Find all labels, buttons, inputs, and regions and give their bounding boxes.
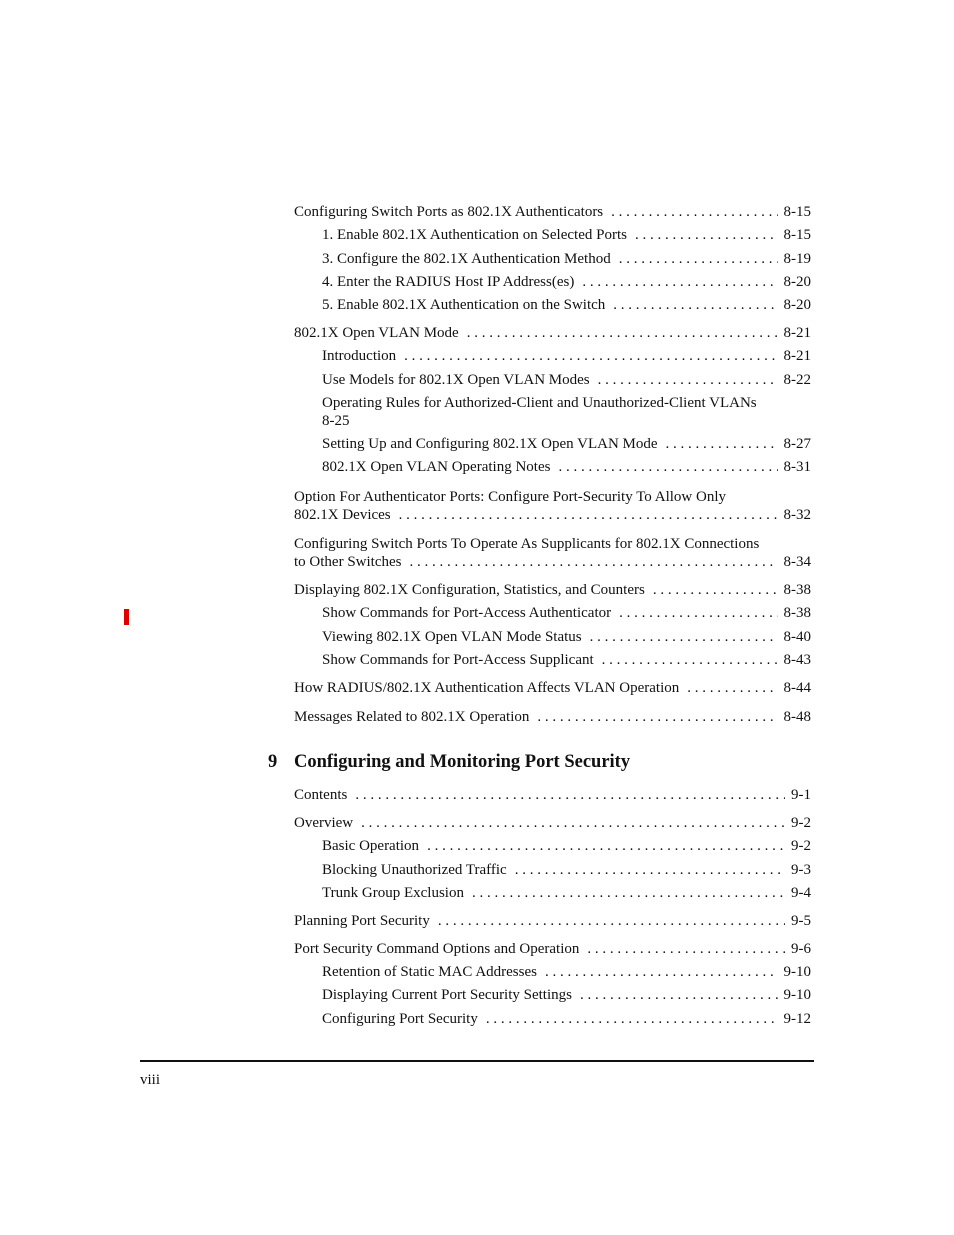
toc-leader-dots [545, 963, 778, 981]
toc-entry-page: 8-31 [783, 458, 811, 475]
toc-leader-dots [558, 458, 777, 476]
toc-entry-page: 8-34 [783, 554, 811, 570]
toc-chapter-8-open-vlan [294, 324, 811, 476]
toc-leader-dots [666, 435, 778, 453]
toc-chapter-8-display [294, 581, 811, 726]
toc-entry[interactable] [294, 940, 811, 958]
toc-leader-dots [486, 1010, 778, 1028]
toc-entry[interactable] [294, 347, 811, 365]
toc-supplicant-entry [294, 535, 811, 571]
toc-leader-dots [619, 250, 778, 268]
toc-entry-wrapped[interactable] [294, 488, 811, 524]
toc-leader-dots [537, 708, 777, 726]
toc-entry[interactable] [294, 1010, 811, 1028]
change-bar [124, 609, 129, 625]
footer-rule [140, 1060, 814, 1062]
toc-entry-title: Operating Rules for Authorized-Client and Unauthorized-Client VLANs [322, 394, 757, 411]
toc-entry-page: 8-20 [783, 297, 811, 314]
toc-entry-title: Show Commands for Port-Access Supplicant [322, 651, 594, 668]
toc-entry[interactable] [294, 986, 811, 1004]
toc-entry-page: 9-6 [791, 940, 811, 957]
toc-entry-page: 9-5 [791, 912, 811, 929]
toc-entry-page: 8-15 [783, 227, 811, 244]
toc-entry-title: 802.1X Open VLAN Operating Notes [322, 458, 551, 475]
toc-entry[interactable] [294, 708, 811, 726]
toc-leader-dots [409, 553, 777, 571]
toc-entry-title: Option For Authenticator Ports: Configure Port-Security To Allow Only [294, 489, 726, 505]
toc-leader-dots [587, 940, 785, 958]
toc-entry-title: How RADIUS/802.1X Authentication Affects VLAN Operation [294, 680, 680, 697]
chapter-heading[interactable] [268, 752, 828, 773]
toc-entry[interactable] [294, 581, 811, 599]
toc-entry-title: Retention of Static MAC Addresses [322, 964, 537, 981]
toc-entry-wrapped[interactable] [294, 535, 811, 571]
toc-group-open-vlan [294, 324, 811, 389]
toc-entry-title: Configuring Port Security [322, 1010, 478, 1027]
toc-leader-dots [590, 628, 778, 646]
toc-entry-title: Blocking Unauthorized Traffic [322, 861, 507, 878]
toc-entry[interactable] [294, 786, 811, 804]
toc-leader-dots [611, 203, 777, 221]
toc-leader-dots [404, 347, 777, 365]
toc-entry[interactable] [294, 273, 811, 291]
toc-entry-title: 3. Configure the 802.1X Authentication Method [322, 250, 611, 267]
toc-entry[interactable] [294, 628, 811, 646]
toc-entry[interactable] [294, 250, 811, 268]
toc-leader-dots [619, 604, 777, 622]
toc-entry-page: 8-40 [783, 628, 811, 645]
toc-entry[interactable] [294, 296, 811, 314]
toc-leader-dots [361, 814, 785, 832]
toc-entry-title: Trunk Group Exclusion [322, 884, 464, 901]
toc-entry-wrapped[interactable] [294, 394, 811, 430]
chapter-title: Configuring and Monitoring Port Security [294, 752, 631, 772]
toc-leader-dots [438, 912, 785, 930]
toc-entry[interactable] [294, 861, 811, 879]
toc-leader-dots [472, 884, 785, 902]
toc-entry-page: 8-25 [322, 412, 350, 429]
toc-leader-dots [613, 296, 777, 314]
toc-entry-title: Displaying 802.1X Configuration, Statistics, and Counters [294, 582, 645, 598]
toc-entry-title: Messages Related to 802.1X Operation [294, 708, 530, 725]
toc-leader-dots [653, 581, 778, 599]
toc-entry-page: 9-2 [791, 838, 811, 855]
toc-entry-title: Configuring Switch Ports To Operate As Supplicants for 802.1X Connections [294, 536, 760, 552]
toc-entry-page: 8-48 [783, 708, 811, 725]
toc-entry-page: 9-10 [783, 987, 811, 1004]
toc-entry-page: 9-4 [791, 884, 811, 901]
toc-leader-dots [598, 371, 778, 389]
toc-entry[interactable] [294, 963, 811, 981]
toc-entry-title: Setting Up and Configuring 802.1X Open VLAN Mode [322, 435, 658, 452]
toc-entry-title: Show Commands for Port-Access Authenticator [322, 605, 612, 622]
toc-entry[interactable] [294, 814, 811, 832]
toc-option-entry [294, 488, 811, 524]
toc-leader-dots [399, 506, 778, 524]
toc-entry-title: Introduction [322, 348, 397, 365]
toc-group-display [294, 581, 811, 726]
toc-entry-title: 1. Enable 802.1X Authentication on Selected Ports [322, 227, 627, 244]
toc-leader-dots [687, 679, 777, 697]
toc-entry-title-cont: 802.1X Devices [294, 507, 391, 523]
toc-entry-page: 8-38 [783, 605, 811, 622]
toc-chapter-8-continued [294, 203, 811, 314]
toc-entry-page: 8-22 [783, 371, 811, 388]
toc-entry-title: 5. Enable 802.1X Authentication on the Switch [322, 297, 606, 314]
toc-leader-dots [635, 226, 778, 244]
toc-entry-title: Port Security Command Options and Operation [294, 940, 580, 957]
chapter-number: 9 [268, 752, 278, 772]
toc-chapter-9 [294, 786, 811, 1028]
toc-leader-dots [427, 837, 785, 855]
toc-entry[interactable] [294, 912, 811, 930]
toc-entry-page: 8-21 [783, 348, 811, 365]
toc-entry-title: Configuring Switch Ports as 802.1X Authenticators [294, 204, 604, 220]
toc-entry-page: 8-38 [783, 582, 811, 598]
toc-entry-page: 9-1 [791, 787, 811, 803]
toc-entry-title: Basic Operation [322, 838, 420, 855]
toc-leader-dots [467, 324, 778, 342]
toc-entry-title: Displaying Current Port Security Settings [322, 987, 572, 1004]
toc-entry-title: 802.1X Open VLAN Mode [294, 325, 459, 341]
toc-entry-page: 8-43 [783, 651, 811, 668]
toc-entry[interactable] [294, 324, 811, 342]
toc-entry[interactable] [294, 371, 811, 389]
toc-entry-page: 9-2 [791, 815, 811, 831]
toc-entry-title: Contents [294, 787, 348, 803]
toc-entry-page: 8-15 [783, 204, 811, 220]
toc-entry-page: 9-3 [791, 861, 811, 878]
toc-leader-dots [582, 273, 777, 291]
toc-entry[interactable] [294, 458, 811, 476]
toc-entry[interactable] [294, 604, 811, 622]
toc-entry-title: Planning Port Security [294, 912, 430, 929]
toc-entry-title: Use Models for 802.1X Open VLAN Modes [322, 371, 590, 388]
toc-entry[interactable] [294, 837, 811, 855]
toc-entry[interactable] [294, 203, 811, 221]
page-number: viii [140, 1072, 161, 1088]
toc-entry-page: 8-27 [783, 435, 811, 452]
toc-leader-dots [515, 861, 785, 879]
toc-entry-page: 8-19 [783, 250, 811, 267]
toc-entry-page: 9-10 [783, 964, 811, 981]
toc-group-authenticators [294, 203, 811, 314]
toc-group-port-security [294, 786, 811, 1028]
toc-group-open-vlan-more [294, 435, 811, 476]
toc-entry-page: 8-44 [783, 680, 811, 697]
toc-entry-title: Overview [294, 815, 354, 831]
toc-entry-page: 8-32 [783, 507, 811, 523]
toc-entry-page: 8-20 [783, 273, 811, 290]
toc-entry-page: 8-21 [783, 325, 811, 341]
toc-entry-title: Viewing 802.1X Open VLAN Mode Status [322, 628, 582, 645]
toc-entry-page: 9-12 [783, 1010, 811, 1027]
toc-leader-dots [355, 786, 785, 804]
toc-entry[interactable] [294, 651, 811, 669]
toc-entry[interactable] [294, 226, 811, 244]
toc-entry-title-cont: to Other Switches [294, 554, 402, 570]
toc-leader-dots [580, 986, 778, 1004]
toc-leader-dots [602, 651, 778, 669]
toc-entry-title: 4. Enter the RADIUS Host IP Address(es) [322, 273, 575, 290]
toc-entry[interactable] [294, 884, 811, 902]
toc-entry[interactable] [294, 679, 811, 697]
toc-entry[interactable] [294, 435, 811, 453]
